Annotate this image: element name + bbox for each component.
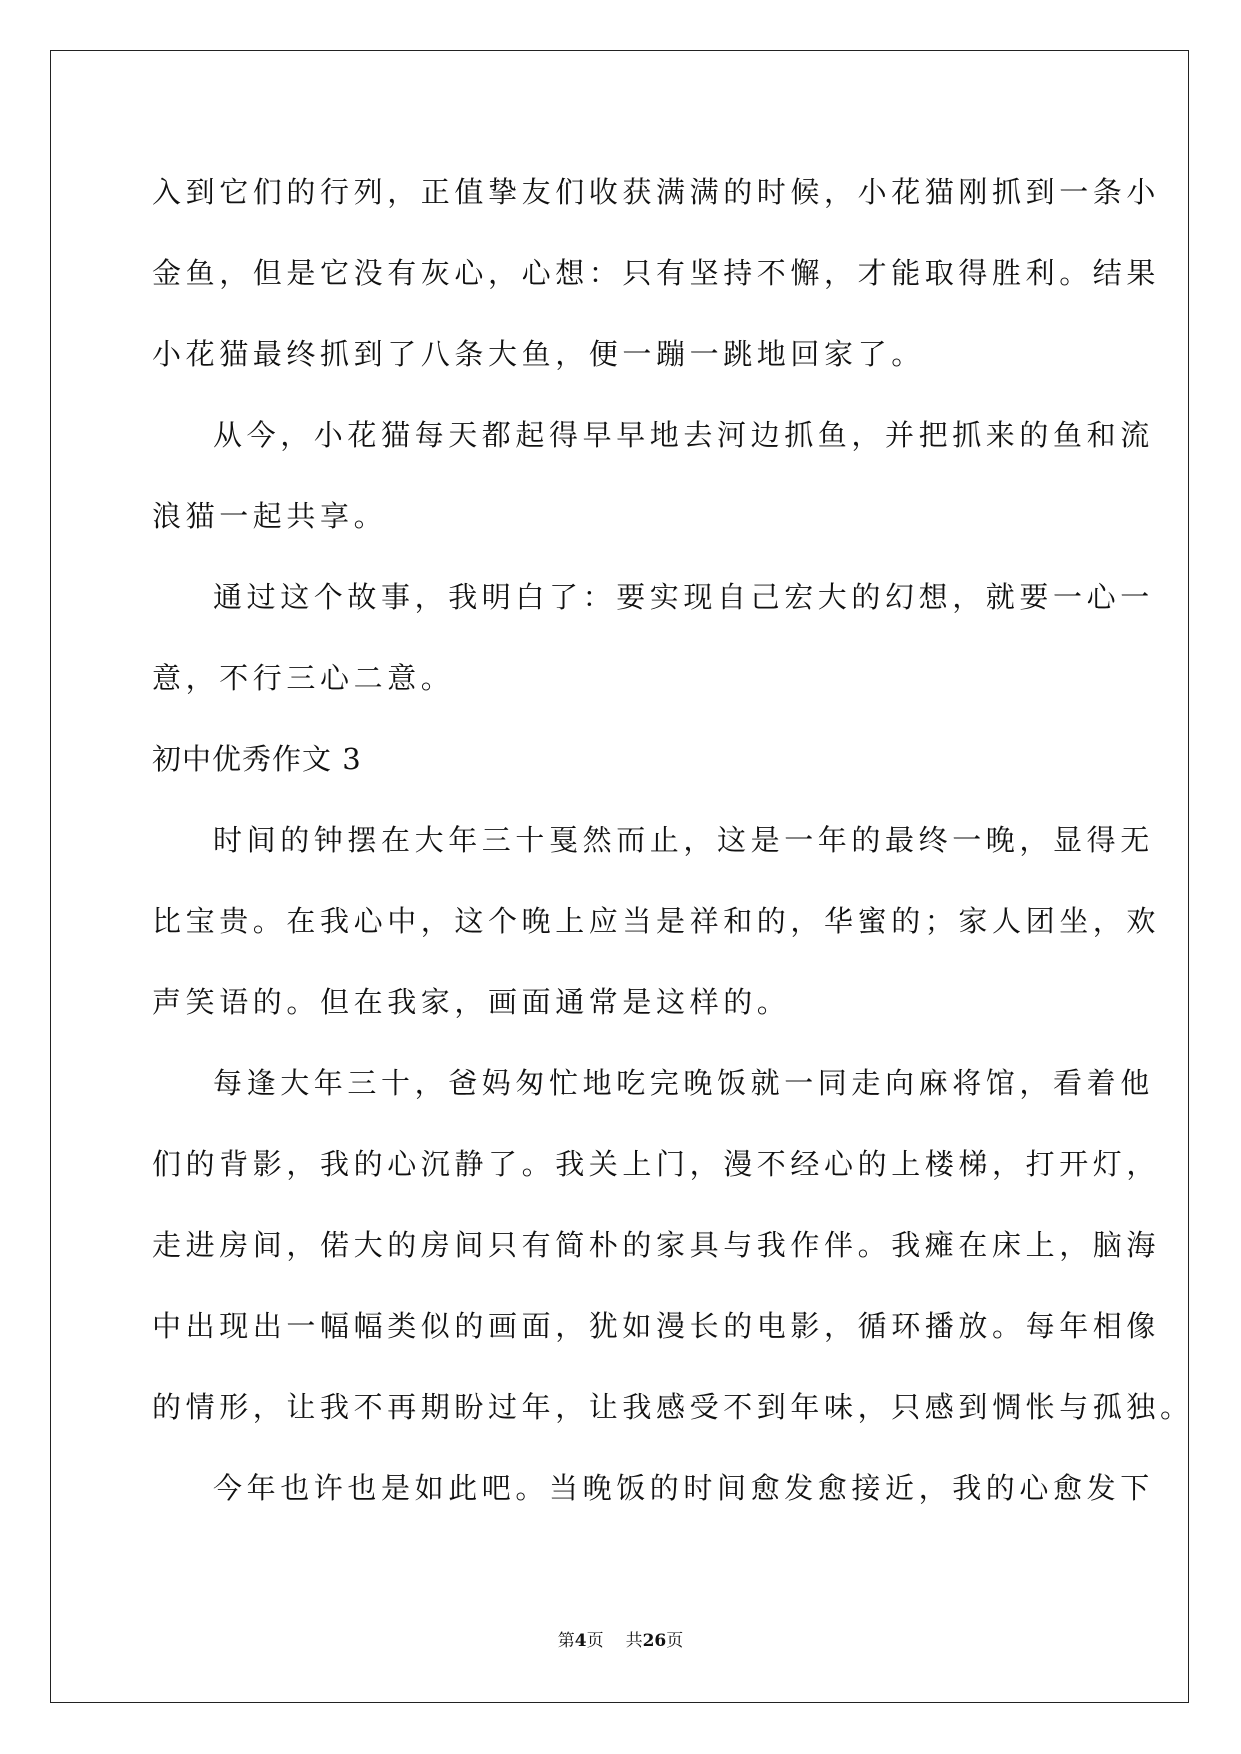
text-line: 金鱼，但是它没有灰心，心想：只有坚持不懈，才能取得胜利。结果 bbox=[152, 256, 1161, 290]
page-border bbox=[50, 50, 1189, 1703]
paragraph-start-line: 通过这个故事，我明白了：要实现自己宏大的幻想，就要一心一 bbox=[213, 580, 1154, 614]
text-line: 浪猫一起共享。 bbox=[152, 499, 388, 533]
section-heading: 初中优秀作文 3 bbox=[152, 742, 362, 776]
paragraph-start-line: 今年也许也是如此吧。当晚饭的时间愈发愈接近，我的心愈发下 bbox=[213, 1471, 1154, 1505]
paragraph-start-line: 时间的钟摆在大年三十戛然而止，这是一年的最终一晚，显得无 bbox=[213, 823, 1154, 857]
text-line: 意，不行三心二意。 bbox=[152, 661, 455, 695]
total-prefix: 共 bbox=[625, 1631, 643, 1651]
text-line: 中出现出一幅幅类似的画面，犹如漫长的电影，循环播放。每年相像 bbox=[152, 1309, 1161, 1343]
current-page-number: 4 bbox=[574, 1631, 587, 1651]
text-line: 小花猫最终抓到了八条大鱼，便一蹦一跳地回家了。 bbox=[152, 337, 925, 371]
total-suffix: 页 bbox=[666, 1631, 684, 1651]
text-line: 声笑语的。但在我家，画面通常是这样的。 bbox=[152, 985, 791, 1019]
text-line: 入到它们的行列，正值挚友们收获满满的时候，小花猫刚抓到一条小 bbox=[152, 175, 1161, 209]
paragraph-start-line: 从今，小花猫每天都起得早早地去河边抓鱼，并把抓来的鱼和流 bbox=[213, 418, 1154, 452]
page-prefix: 第 bbox=[557, 1631, 575, 1651]
total-page-count: 26 bbox=[642, 1631, 667, 1651]
text-line: 走进房间，偌大的房间只有简朴的家具与我作伴。我瘫在床上，脑海 bbox=[152, 1228, 1161, 1262]
paragraph-start-line: 每逢大年三十，爸妈匆忙地吃完晚饭就一同走向麻将馆，看着他 bbox=[213, 1066, 1154, 1100]
text-line: 的情形，让我不再期盼过年，让我感受不到年味，只感到惆怅与孤独。 bbox=[152, 1390, 1194, 1424]
page-footer bbox=[0, 1626, 1241, 1651]
text-line: 比宝贵。在我心中，这个晚上应当是祥和的，华蜜的；家人团坐，欢 bbox=[152, 904, 1161, 938]
text-line: 们的背影，我的心沉静了。我关上门，漫不经心的上楼梯，打开灯， bbox=[152, 1147, 1161, 1181]
page-suffix: 页 bbox=[586, 1631, 604, 1651]
